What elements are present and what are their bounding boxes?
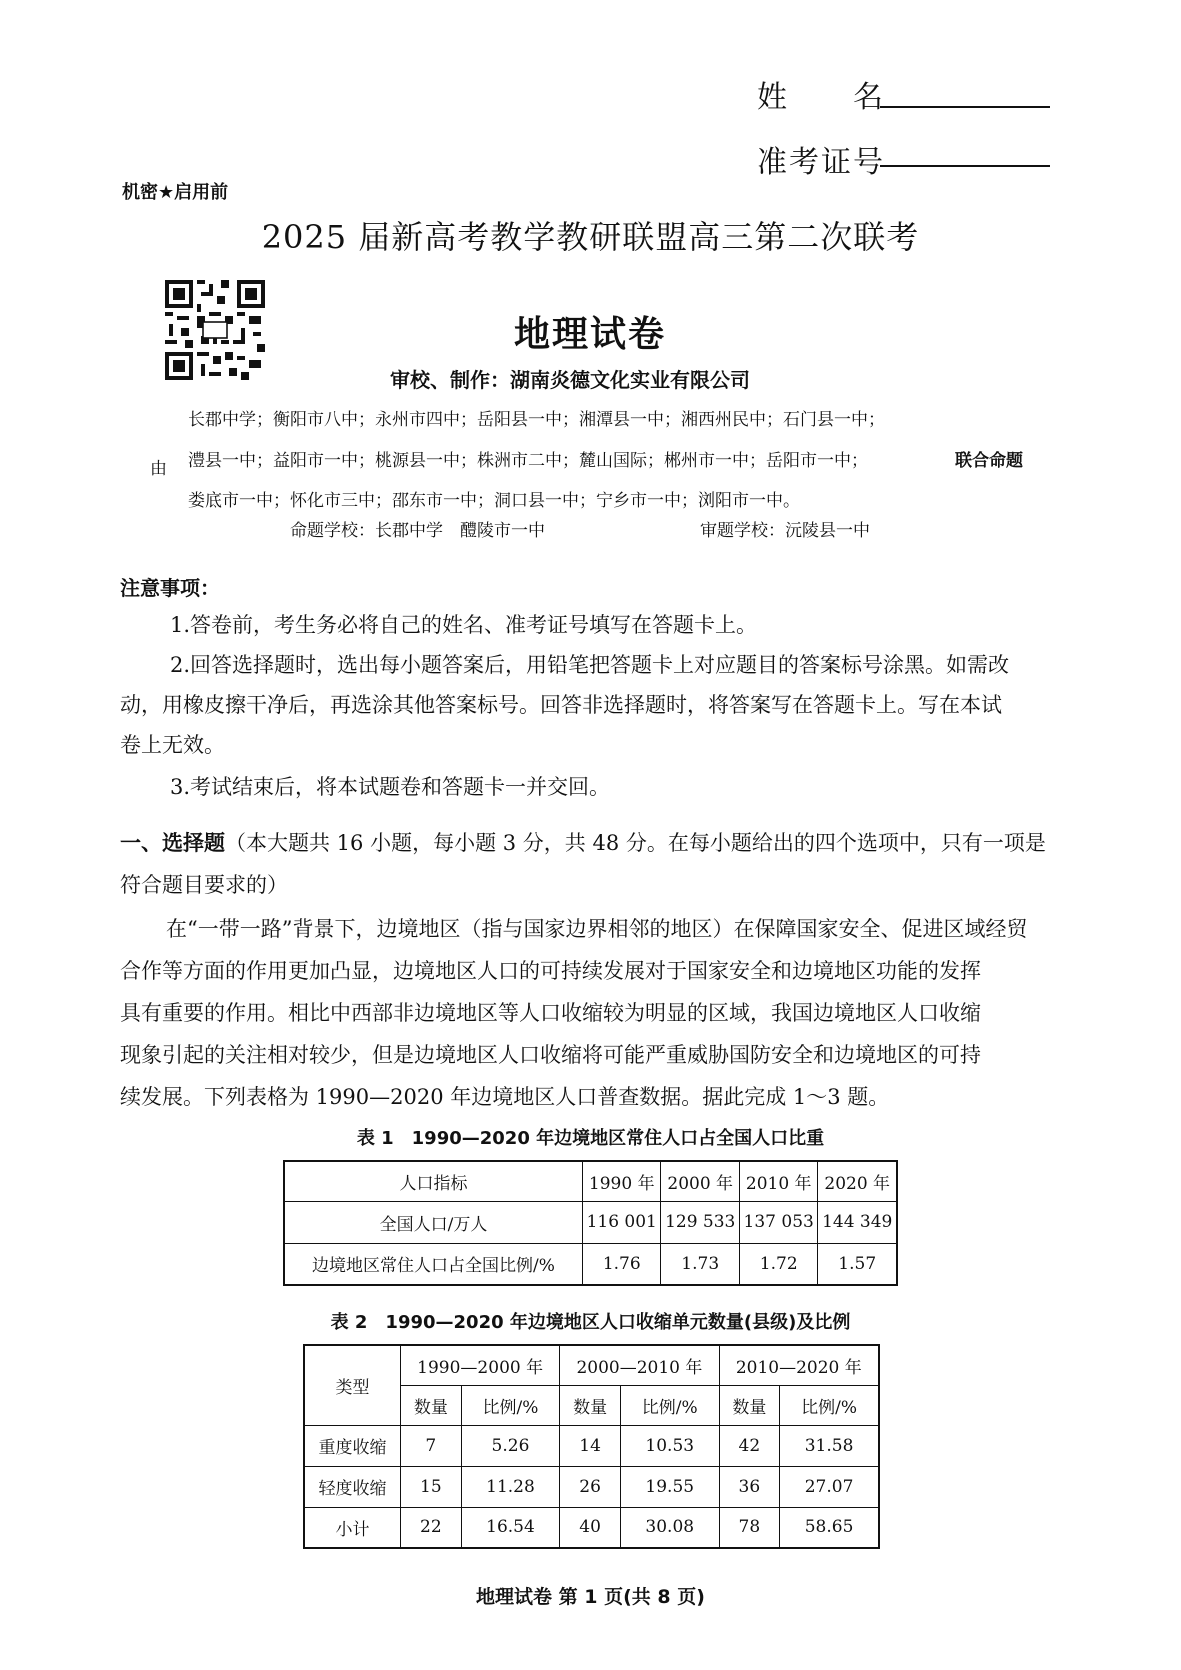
- schools-line-3: 娄底市一中；怀化市三中；邵东市一中；洞口县一中；宁乡市一中；浏阳市一中。: [188, 491, 800, 511]
- table-cell: 22: [401, 1507, 462, 1548]
- table-header: 人口指标: [284, 1161, 583, 1201]
- passage-line: 在“一带一路”背景下，边境地区（指与国家边界相邻的地区）在保障国家安全、促进区域经贸: [166, 917, 1028, 941]
- subject-title: 地理试卷: [514, 314, 667, 355]
- exam-title: 2025 届新高考教学教研联盟高三第二次联考: [261, 218, 920, 256]
- table-cell: 1.73: [661, 1243, 739, 1285]
- table-cell: 边境地区常住人口占全国比例/%: [284, 1243, 583, 1285]
- table-header: 比例/%: [620, 1385, 719, 1425]
- table-header: 1990—2000 年: [401, 1345, 560, 1385]
- table-cell: 小计: [304, 1507, 401, 1548]
- table-header: 比例/%: [780, 1385, 879, 1425]
- section-desc-2: 符合题目要求的）: [120, 873, 288, 897]
- table-cell: 31.58: [780, 1425, 879, 1466]
- table-header: 2000 年: [661, 1161, 739, 1201]
- table1-caption: 表 1 1990—2020 年边境地区常住人口占全国人口比重: [356, 1128, 825, 1149]
- table-header: 2020 年: [818, 1161, 897, 1201]
- table-1: [283, 1160, 898, 1286]
- table-cell: 129 533: [661, 1201, 739, 1243]
- table-cell: 轻度收缩: [304, 1466, 401, 1507]
- table-cell: 7: [401, 1425, 462, 1466]
- table-cell: 全国人口/万人: [284, 1201, 583, 1243]
- id-field[interactable]: [880, 163, 1050, 167]
- table-header: 数量: [719, 1385, 780, 1425]
- name-field[interactable]: [880, 104, 1050, 108]
- table-cell: 1.72: [739, 1243, 817, 1285]
- table-2: [303, 1344, 880, 1549]
- table-header: 1990 年: [583, 1161, 661, 1201]
- qr-code-icon: [165, 280, 265, 380]
- table-header: 2010 年: [739, 1161, 817, 1201]
- table-cell: 重度收缩: [304, 1425, 401, 1466]
- notes-heading: 注意事项：: [120, 576, 220, 600]
- schools-joint: 联合命题: [955, 451, 1023, 471]
- section-heading: [120, 822, 1046, 864]
- table-cell: 16.54: [461, 1507, 560, 1548]
- name-label: 姓 名: [757, 80, 885, 115]
- note-item: 2.回答选择题时，选出每小题答案后，用铅笔把答题卡上对应题目的答案标号涂黑。如需改: [170, 653, 1010, 677]
- table-header: 2010—2020 年: [719, 1345, 879, 1385]
- table-cell: 137 053: [739, 1201, 817, 1243]
- passage-line: 现象引起的关注相对较少，但是边境地区人口收缩将可能严重威胁国防安全和边境地区的可持: [120, 1043, 981, 1067]
- table-cell: 58.65: [780, 1507, 879, 1548]
- table-cell: 144 349: [818, 1201, 897, 1243]
- table-header: 数量: [401, 1385, 462, 1425]
- section-title: 一、选择题: [120, 831, 225, 855]
- table-cell: 11.28: [461, 1466, 560, 1507]
- table-cell: 19.55: [620, 1466, 719, 1507]
- id-label: 准考证号: [757, 145, 885, 180]
- reviewer-line: 审题学校：沅陵县一中: [700, 521, 870, 541]
- table-header: 类型: [304, 1345, 401, 1425]
- passage-line: 具有重要的作用。相比中西部非边境地区等人口收缩较为明显的区域，我国边境地区人口收缩: [120, 1001, 981, 1025]
- table-cell: 27.07: [780, 1466, 879, 1507]
- table-cell: 5.26: [461, 1425, 560, 1466]
- table-cell: 1.57: [818, 1243, 897, 1285]
- table-cell: 1.76: [583, 1243, 661, 1285]
- note-item: 1.答卷前，考生务必将自己的姓名、准考证号填写在答题卡上。: [170, 613, 758, 637]
- maker-line: 审校、制作：湖南炎德文化实业有限公司: [390, 368, 750, 392]
- table-cell: 78: [719, 1507, 780, 1548]
- page-footer: 地理试卷 第 1 页(共 8 页): [476, 1586, 705, 1608]
- schools-line-1: 长郡中学；衡阳市八中；永州市四中；岳阳县一中；湘潭县一中；湘西州民中；石门县一中；: [188, 410, 885, 430]
- schools-line-2: 澧县一中；益阳市一中；桃源县一中；株洲市二中；麓山国际；郴州市一中；岳阳市一中；: [188, 451, 868, 471]
- table-cell: 10.53: [620, 1425, 719, 1466]
- table-cell: 26: [560, 1466, 621, 1507]
- note-item: 卷上无效。: [120, 733, 225, 757]
- table-header: 数量: [560, 1385, 621, 1425]
- passage-line: 合作等方面的作用更加凸显，边境地区人口的可持续发展对于国家安全和边境地区功能的发挥: [120, 959, 981, 983]
- table-header: 比例/%: [461, 1385, 560, 1425]
- table-cell: 15: [401, 1466, 462, 1507]
- table-cell: 40: [560, 1507, 621, 1548]
- passage-line: 续发展。下列表格为 1990—2020 年边境地区人口普查数据。据此完成 1～3 题。: [120, 1085, 890, 1109]
- proposer-line: 命题学校：长郡中学 醴陵市一中: [290, 521, 545, 541]
- schools-you: 由: [150, 459, 167, 479]
- table-cell: 14: [560, 1425, 621, 1466]
- table-cell: 116 001: [583, 1201, 661, 1243]
- note-item: 3.考试结束后，将本试题卷和答题卡一并交回。: [170, 775, 611, 799]
- table-header: 2000—2010 年: [560, 1345, 719, 1385]
- section-desc: （本大题共 16 小题，每小题 3 分，共 48 分。在每小题给出的四个选项中，只有一项是: [225, 831, 1046, 855]
- secret-mark: 机密★启用前: [122, 182, 229, 203]
- note-item: 动，用橡皮擦干净后，再选涂其他答案标号。回答非选择题时，将答案写在答题卡上。写在本试: [120, 693, 1002, 717]
- table-cell: 30.08: [620, 1507, 719, 1548]
- table-cell: 42: [719, 1425, 780, 1466]
- table-cell: 36: [719, 1466, 780, 1507]
- table2-caption: 表 2 1990—2020 年边境地区人口收缩单元数量(县级)及比例: [330, 1312, 851, 1333]
